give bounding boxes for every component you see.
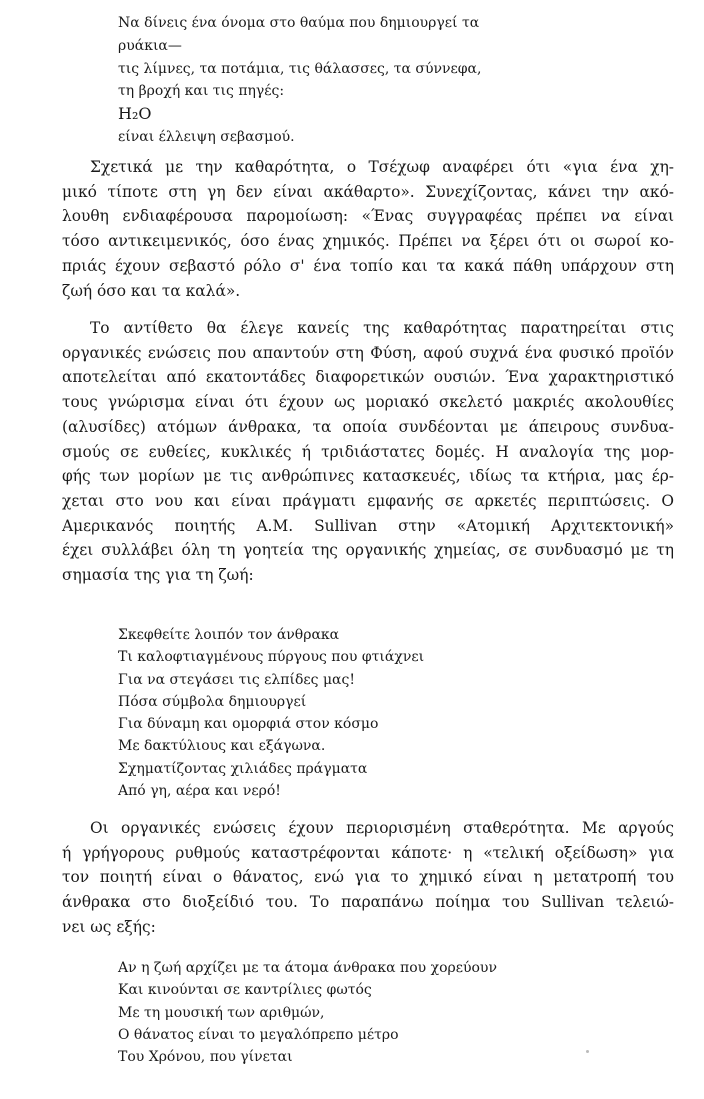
print-speck	[586, 1050, 589, 1053]
poem-line: Ο θάνατος είναι το μεγαλόπρεπο μέτρο	[118, 1026, 399, 1043]
poem-line: Με δακτύλιους και εξάγωνα.	[118, 738, 326, 755]
poem-line: Τι καλοφτιαγμένους πύργους που φτιάχνει	[118, 649, 425, 666]
poem-line: Με τη μουσική των αριθμών,	[118, 1004, 325, 1021]
paragraph-line: Σχετικά με την καθαρότητα, ο Τσέχωφ αναφέρει ότι «για ένα χη-	[90, 158, 674, 176]
paragraph-line: έχει συλλάβει όλη τη γοητεία της οργανικής χημείας, σε συνδυασμό με τη	[62, 541, 674, 560]
paragraph-line: τόσο αντικειμενικός, όσο ένας χημικός. Πρέπει να ξέρει ότι οι σωροί κο-	[62, 232, 674, 251]
closing-poem	[118, 957, 678, 1068]
paragraph-line: μικό τίποτε στη γη δεν είναι ακάθαρτο». Συνεχίζοντας, κάνει την ακό-	[62, 182, 674, 201]
poem-line: τις λίμνες, τα ποτάμια, τις θάλασσες, τα σύννεφα,	[118, 60, 482, 77]
poem-line: Αν η ζωή αρχίζει με τα άτομα άνθρακα που χορεύουν	[118, 960, 497, 976]
paragraph-line: σημασία της για τη ζωή:	[62, 566, 254, 585]
poem-line: Για δύναμη και ομορφιά στον κόσμο	[118, 716, 379, 733]
paragraph-line: ζωή όσο και τα καλά».	[62, 281, 241, 300]
paragraph-line: (αλυσίδες) ατόμων άνθρακα, τα οποία συνδέονται με άπειρους συνδυα-	[62, 417, 674, 436]
poem-line: τη βροχή και τις πηγές:	[118, 83, 285, 100]
paragraph-line: Αμερικανός ποιητής A.M. Sullivan στην «Ατομική Αρχιτεκτονική»	[62, 516, 674, 535]
poem-line: Για να στεγάσει τις ελπίδες μας!	[118, 671, 355, 688]
poem-line: Και κινούνται σε καντρίλιες φωτός	[118, 982, 372, 999]
paragraph-line: νει ως εξής:	[62, 917, 156, 936]
paragraph-line: σμούς σε ευθείες, κυκλικές ή τριδιάστατες δομές. Η αναλογία της μορ-	[62, 442, 674, 461]
poem-line-formula: H₂O	[118, 104, 152, 124]
paragraph-oxidation	[62, 816, 674, 940]
paragraph-line: οργανικές ενώσεις που απαντούν στη Φύση, αφού συχνά ένα φυσικό προϊόν	[62, 343, 674, 362]
paragraph-organic-compounds	[62, 316, 674, 588]
poem-line: Να δίνεις ένα όνομα στο θαύμα που δημιουργεί τα	[118, 15, 480, 31]
poem-line: Σχηματίζοντας χιλιάδες πράγματα	[118, 760, 368, 777]
paragraph-line: Το αντίθετο θα έλεγε κανείς της καθαρότητας παρατηρείται στις	[90, 319, 674, 337]
paragraph-line: άνθρακα στο διοξείδιό του. Το παραπάνω ποίημα του Sullivan τελειώ-	[62, 893, 674, 912]
paragraph-line: φής των μορίων με τις ανθρώπινες κατασκευές, ιδίως τα κτήρια, μας έρ-	[62, 467, 674, 486]
paragraph-line: λουθη ενδιαφέρουσα παρομοίωση: «Ένας συγγραφέας πρέπει να είναι	[62, 207, 674, 226]
paragraph-chekhov	[62, 155, 674, 303]
poem-line: είναι έλλειψη σεβασμού.	[118, 128, 295, 145]
poem-line: ρυάκια—	[118, 37, 182, 54]
opening-poem	[118, 12, 678, 149]
paragraph-line: πριάς έχουν σεβαστό ρόλο σ' ένα τοπίο και τα κακά πάθη υπάρχουν στη	[62, 256, 674, 275]
paragraph-line: Οι οργανικές ενώσεις έχουν περιορισμένη σταθερότητα. Με αργούς	[90, 819, 674, 837]
poem-line: Πόσα σύμβολα δημιουργεί	[118, 693, 307, 710]
paragraph-line: τον ποιητή είναι ο θάνατος, ενώ για το χημικό είναι η μετατροπή του	[62, 868, 674, 887]
poem-line: Από γη, αέρα και νερό!	[118, 783, 281, 800]
poem-line: Του Χρόνου, που γίνεται	[118, 1049, 293, 1066]
paragraph-line: τους γνώρισμα είναι ότι έχουν ως μοριακό σκελετό μακριές ακολουθίες	[62, 393, 674, 412]
paragraph-line: αποτελείται από εκατοντάδες διαφορετικών ουσιών. Ένα χαρακτηριστικό	[62, 368, 674, 387]
paragraph-line: ή γρήγορους ρυθμούς καταστρέφονται κάποτε· η «τελική οξείδωση» για	[62, 843, 674, 862]
poem-line: Σκεφθείτε λοιπόν τον άνθρακα	[118, 627, 340, 643]
paragraph-line: χεται στο νου και είναι πράγματι εμφανής σε αρκετές περιπτώσεις. Ο	[62, 491, 674, 510]
atomic-architecture-poem	[118, 624, 678, 802]
